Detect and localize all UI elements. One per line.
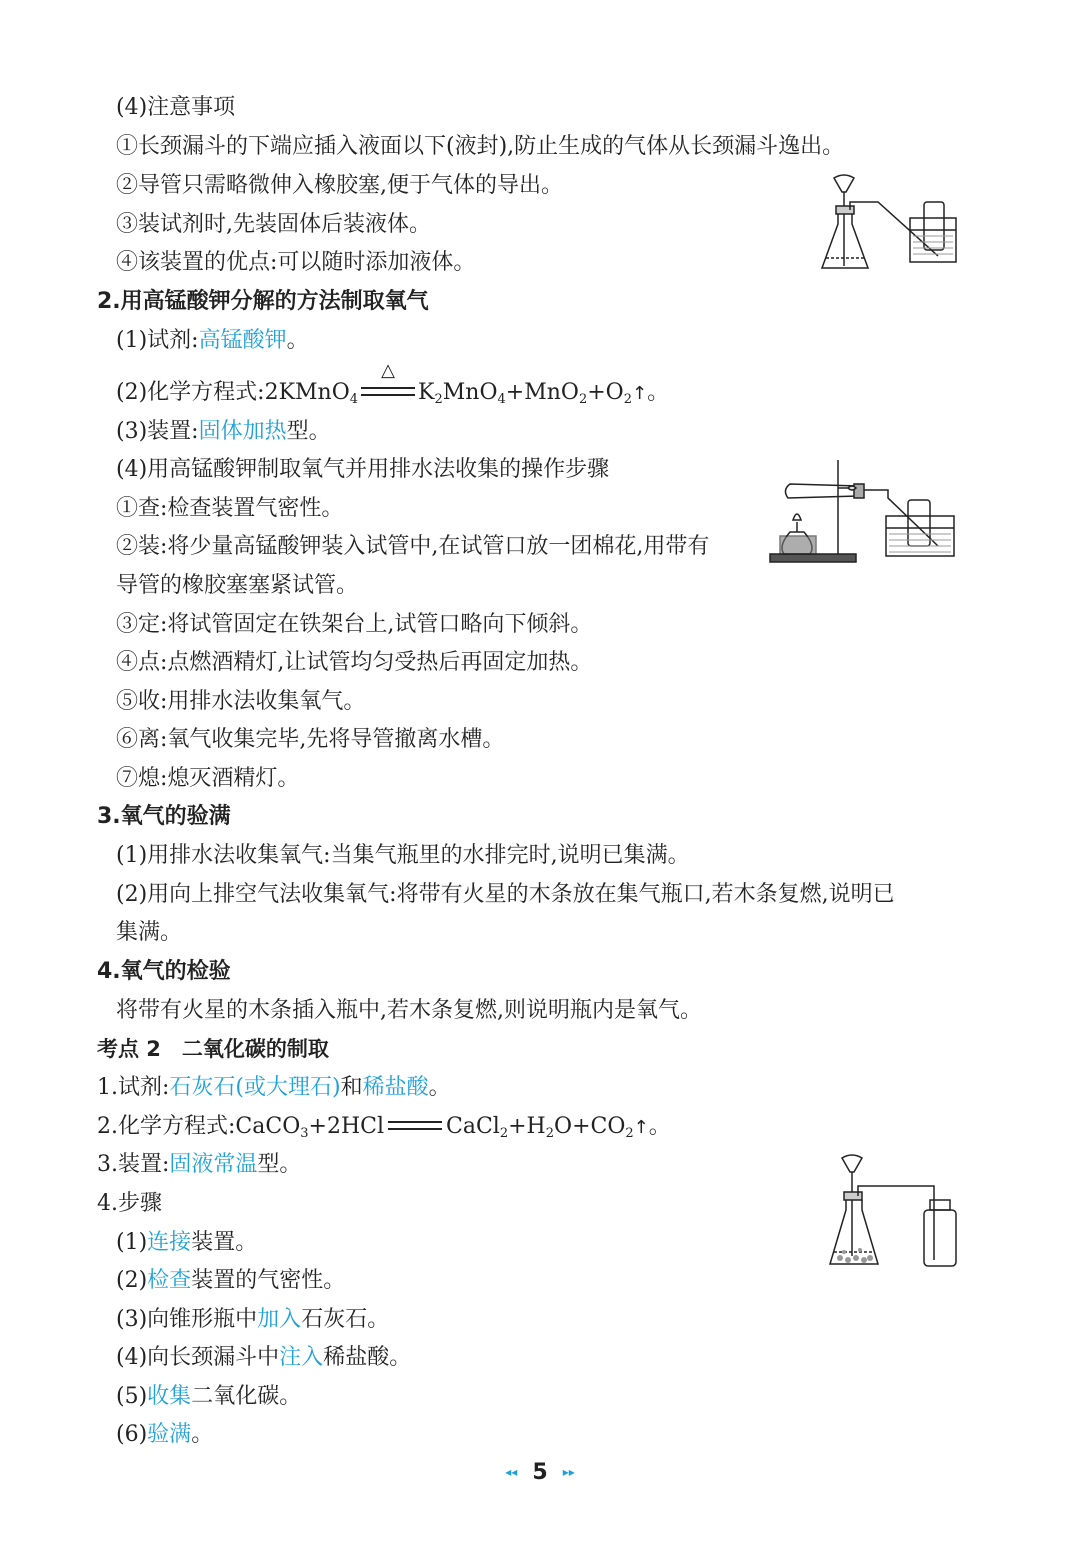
gas-arrow-icon: ↑	[633, 1117, 649, 1138]
heating-apparatus-icon	[768, 458, 960, 566]
topic2-title: 考点 2 二氧化碳的制取	[97, 1037, 329, 1061]
eq-term: CaCO	[235, 1114, 301, 1139]
step-item: ③定:将试管固定在铁架台上,试管口略向下倾斜。	[116, 612, 593, 637]
step-item: ②装:将少量高锰酸钾装入试管中,在试管口放一团棉花,用带有	[116, 534, 710, 559]
step-answer: 验满	[147, 1422, 192, 1447]
eq-term: K	[418, 380, 435, 405]
step-post: 装置的气密性。	[191, 1268, 346, 1293]
subscript: 2	[623, 392, 632, 407]
prev-page-icon[interactable]: ◂◂	[505, 1465, 518, 1479]
connector: 和	[340, 1075, 363, 1100]
punct: 。	[428, 1075, 451, 1100]
punct: 。	[648, 1114, 671, 1139]
subscript: 4	[349, 392, 359, 407]
co2-reagent-line	[97, 1072, 451, 1104]
step-post: 二氧化碳。	[191, 1384, 302, 1409]
step-post: 稀盐酸。	[323, 1345, 412, 1370]
subscript: 2	[625, 1126, 634, 1141]
device-answer: 固液常温	[169, 1152, 258, 1177]
step-pre: (3)向锥形瓶中	[116, 1307, 258, 1332]
heat-condition	[358, 360, 418, 409]
step-pre: (5)	[116, 1384, 148, 1409]
co2-step	[116, 1304, 389, 1336]
label: (2)化学方程式:	[116, 380, 265, 405]
label: 3.装置:	[97, 1152, 170, 1177]
step-answer: 加入	[257, 1307, 302, 1332]
subscript: 3	[300, 1126, 309, 1141]
steps-heading: (4)用高锰酸钾制取氧气并用排水法收集的操作步骤	[116, 457, 610, 482]
label: (3)装置:	[116, 419, 199, 444]
reagent-answer: 高锰酸钾	[198, 328, 287, 353]
triangle-icon: △	[381, 360, 395, 381]
notes-heading: (4)注意事项	[116, 95, 236, 120]
step-item: ④点:点燃酒精灯,让试管均匀受热后再固定加热。	[116, 650, 593, 675]
eq-term: +H	[508, 1114, 546, 1139]
eq-term: CaCl	[446, 1114, 500, 1139]
co2-step	[116, 1265, 345, 1297]
co2-apparatus-icon	[826, 1152, 960, 1270]
check-full-line: 集满。	[116, 920, 183, 945]
section2-heading: 2.用高锰酸钾分解的方法制取氧气	[97, 289, 429, 314]
gas-arrow-icon: ↑	[631, 383, 648, 404]
punct: 型。	[286, 419, 331, 444]
next-page-icon[interactable]: ▸▸	[562, 1465, 575, 1479]
equals-bar	[388, 1121, 442, 1130]
check-full-line: (1)用排水法收集氧气:当集气瓶里的水排完时,说明已集满。	[116, 843, 690, 868]
step-item: 导管的橡胶塞塞紧试管。	[116, 573, 359, 598]
subscript: 2	[545, 1126, 555, 1141]
section4-heading: 4.氧气的检验	[97, 959, 231, 984]
note-item: ③装试剂时,先装固体后装液体。	[116, 212, 431, 237]
page-number: 5	[532, 1460, 548, 1485]
subscript: 2	[499, 1126, 509, 1141]
step-answer: 收集	[147, 1384, 192, 1409]
step-item: ⑥离:氧气收集完毕,先将导管撤离水槽。	[116, 727, 505, 752]
label: (1)试剂:	[116, 328, 199, 353]
co2-step	[116, 1419, 213, 1451]
step-pre: (4)向长颈漏斗中	[116, 1345, 280, 1370]
co2-step	[116, 1227, 257, 1259]
step-pre: (2)	[116, 1268, 148, 1293]
flask-funnel-apparatus-icon	[818, 172, 960, 278]
note-item: ①长颈漏斗的下端应插入液面以下(液封),防止生成的气体从长颈漏斗逸出。	[116, 134, 845, 159]
step-answer: 连接	[147, 1230, 192, 1255]
step-answer: 检查	[147, 1268, 192, 1293]
equation-line	[116, 360, 670, 410]
co2-device-line	[97, 1149, 301, 1181]
reagent-line	[116, 325, 309, 357]
co2-steps-heading: 4.步骤	[97, 1191, 162, 1216]
page-footer	[0, 1460, 1080, 1485]
step-answer: 注入	[279, 1345, 324, 1370]
subscript: 2	[434, 392, 443, 407]
eq-term: O+CO	[554, 1114, 626, 1139]
device-answer: 固体加热	[198, 419, 287, 444]
step-pre: (6)	[116, 1422, 148, 1447]
subscript: 2	[578, 392, 588, 407]
reagent-answer: 稀盐酸	[362, 1075, 429, 1100]
step-post: 装置。	[191, 1230, 258, 1255]
step-item: ①查:检查装置气密性。	[116, 496, 344, 521]
eq-term: +MnO	[505, 380, 579, 405]
device-line	[116, 416, 331, 448]
note-item: ②导管只需略微伸入橡胶塞,便于气体的导出。	[116, 173, 563, 198]
eq-term: +2HCl	[308, 1114, 385, 1139]
punct: 。	[647, 380, 670, 405]
check-full-line: (2)用向上排空气法收集氧气:将带有火星的木条放在集气瓶口,若木条复燃,说明已	[116, 882, 895, 907]
punct: 型。	[257, 1152, 302, 1177]
punct: 。	[286, 328, 309, 353]
eq-term: 2KMnO	[264, 380, 350, 405]
step-post: 石灰石。	[301, 1307, 390, 1332]
co2-step	[116, 1381, 301, 1413]
reagent-answer: 石灰石(或大理石)	[169, 1075, 341, 1100]
note-item: ④该装置的优点:可以随时添加液体。	[116, 250, 476, 275]
test-line: 将带有火星的木条插入瓶中,若木条复燃,则说明瓶内是氧气。	[116, 998, 702, 1023]
co2-equation-line	[97, 1111, 671, 1144]
step-item: ⑦熄:熄灭酒精灯。	[116, 766, 300, 791]
co2-step	[116, 1342, 411, 1374]
section3-heading: 3.氧气的验满	[97, 804, 231, 829]
label: 2.化学方程式:	[97, 1114, 236, 1139]
eq-term: MnO	[442, 380, 498, 405]
step-item: ⑤收:用排水法收集氧气。	[116, 689, 366, 714]
eq-term: +O	[587, 380, 624, 405]
step-post: 。	[191, 1422, 214, 1447]
subscript: 4	[497, 392, 506, 407]
step-pre: (1)	[116, 1230, 148, 1255]
label: 1.试剂:	[97, 1075, 170, 1100]
